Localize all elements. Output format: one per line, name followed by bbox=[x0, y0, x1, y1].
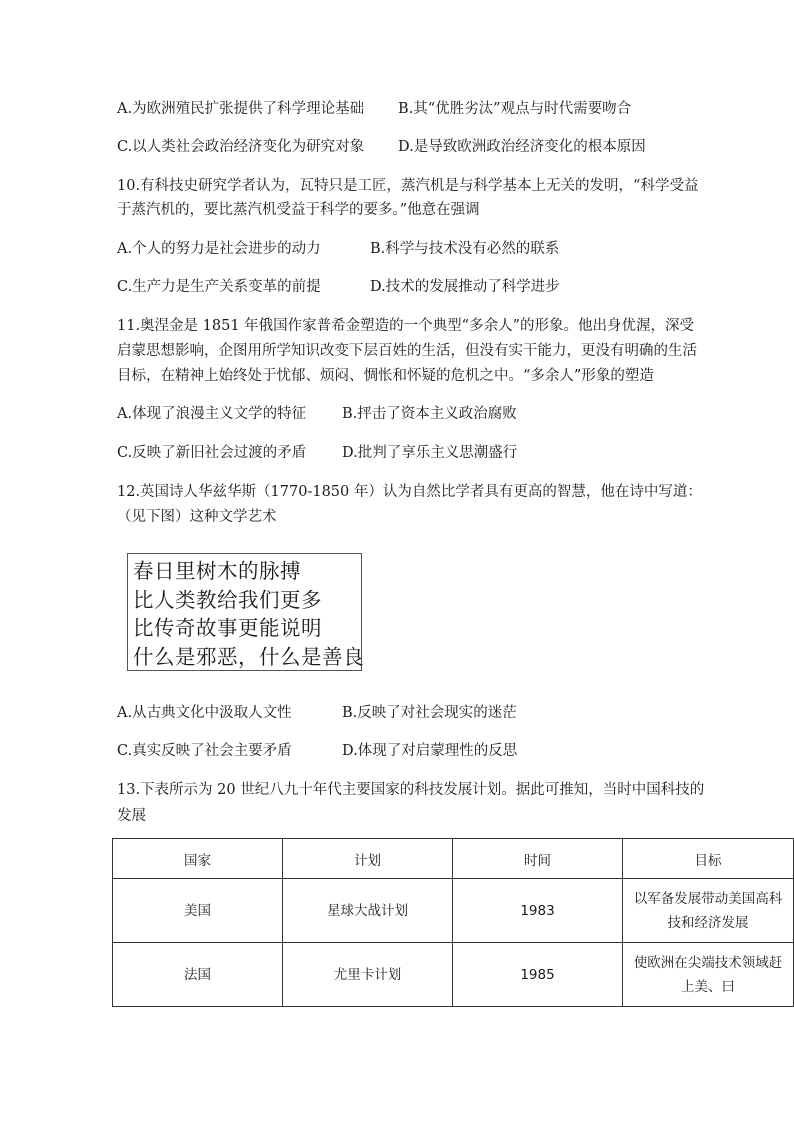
q12-option-b: B.反映了对社会现实的迷茫 bbox=[342, 705, 517, 721]
q10-stem-line2: 于蒸汽机的，要比蒸汽机受益于科学的要多。”他意在强调 bbox=[117, 202, 480, 218]
q10-option-d: D.技术的发展推动了科学进步 bbox=[370, 279, 560, 295]
header-goal: 目标 bbox=[623, 839, 794, 879]
table-row bbox=[113, 943, 794, 1007]
q11-option-d: D.批判了享乐主义思潮盛行 bbox=[342, 445, 518, 461]
goal-line1: 以军备发展带动美国高科 bbox=[633, 890, 783, 907]
poem-line: 比传奇故事更能说明 bbox=[133, 616, 322, 640]
table-row bbox=[113, 879, 794, 943]
q13-stem-line1: 13.下表所示为 20 世纪八九十年代主要国家的科技发展计划。据此可推知，当时中国科技的 bbox=[117, 782, 705, 798]
poem-line: 比人类教给我们更多 bbox=[133, 587, 322, 612]
table-header-row bbox=[113, 839, 794, 879]
q11-option-a: A.体现了浪漫主义文学的特征 bbox=[117, 406, 307, 422]
cell-year: 1983 bbox=[453, 879, 623, 943]
q10-option-c: C.生产力是生产关系变革的前提 bbox=[117, 279, 321, 295]
cell-plan: 尤里卡计划 bbox=[283, 943, 453, 1007]
q12-stem-line2: （见下图）这种文学艺术 bbox=[117, 509, 277, 525]
cell-country: 法国 bbox=[113, 943, 283, 1007]
header-country: 国家 bbox=[113, 839, 283, 879]
cell-goal bbox=[623, 943, 794, 1007]
q12-option-d: D.体现了对启蒙理性的反思 bbox=[342, 743, 518, 759]
goal-line1: 使欧洲在尖端技术领域赶 bbox=[633, 954, 783, 971]
q12-option-a: A.从古典文化中汲取人文性 bbox=[117, 705, 292, 721]
cell-country: 美国 bbox=[113, 879, 283, 943]
cell-goal bbox=[623, 879, 794, 943]
cell-year: 1985 bbox=[453, 943, 623, 1007]
q11-option-b: B.抨击了资本主义政治腐败 bbox=[342, 406, 517, 422]
poem-line: 春日里树木的脉搏 bbox=[133, 559, 301, 583]
q11-option-c: C.反映了新旧社会过渡的矛盾 bbox=[117, 445, 307, 461]
q10-stem-line1: 10.有科技史研究学者认为，瓦特只是工匠，蒸汽机是与科学基本上无关的发明，“科学受益 bbox=[117, 178, 699, 194]
q11-stem-line2: 启蒙思想影响，企图用所学知识改变下层百姓的生活，但没有实干能力，更没有明确的生活 bbox=[117, 343, 697, 359]
q9-option-a: A.为欧洲殖民扩张提供了科学理论基础 bbox=[117, 101, 365, 117]
q10-option-b: B.科学与技术没有必然的联系 bbox=[370, 241, 560, 257]
q10-option-a: A.个人的努力是社会进步的动力 bbox=[117, 241, 321, 257]
goal-line2: 技和经济发展 bbox=[667, 914, 749, 931]
poem-line: 什么是邪恶，什么是善良 bbox=[133, 644, 364, 669]
header-year: 时间 bbox=[453, 839, 623, 879]
poem-box bbox=[127, 553, 362, 671]
q12-option-c: C.真实反映了社会主要矛盾 bbox=[117, 743, 292, 759]
q9-option-c: C.以人类社会政治经济变化为研究对象 bbox=[117, 139, 365, 155]
q11-stem-line3: 目标，在精神上始终处于忧郁、烦闷、惆怅和怀疑的危机之中。“多余人”形象的塑造 bbox=[117, 368, 654, 384]
cell-plan: 星球大战计划 bbox=[283, 879, 453, 943]
q9-option-b: B.其“优胜劣汰”观点与时代需要吻合 bbox=[398, 101, 632, 117]
q9-option-d: D.是导致欧洲政治经济变化的根本原因 bbox=[398, 139, 646, 155]
header-plan: 计划 bbox=[283, 839, 453, 879]
goal-line2: 上美、曰 bbox=[681, 978, 735, 995]
tech-plan-table bbox=[112, 838, 794, 1007]
q13-stem-line2: 发展 bbox=[117, 808, 146, 824]
q11-stem-line1: 11.奥涅金是 1851 年俄国作家普希金塑造的一个典型“多余人”的形象。他出身优渥，深受 bbox=[117, 318, 695, 334]
q12-stem-line1: 12.英国诗人华兹华斯（1770-1850 年）认为自然比学者具有更高的智慧，他在诗中写道： bbox=[117, 484, 702, 500]
